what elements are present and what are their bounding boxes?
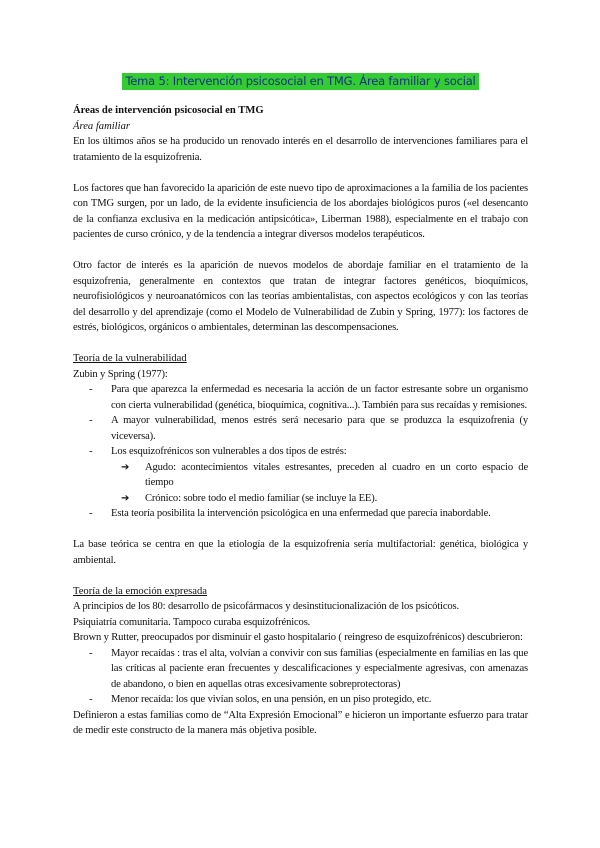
document-page bbox=[73, 0, 528, 739]
sub-list-item bbox=[111, 460, 528, 491]
list-item-text: Los esquizofrénicos son vulnerables a dos tipos de estrés: bbox=[111, 446, 347, 457]
list-item bbox=[73, 444, 528, 506]
dash-bullet: - bbox=[89, 694, 93, 705]
list-item bbox=[73, 413, 528, 444]
paragraph-2: Los factores que han favorecido la aparición de este nuevo tipo de aproximaciones a la familia de los pacientes con TMG surgen, por un lado, de la evidente insuficiencia de los abordajes biológicos puros («el desencanto de la confianza exclusiva en la medicación antipsicótica», Liberman 1988), especialmente en el trabajo con pacientes de curso crónico, y de la tendencia a integrar diversos modelos terapéuticos. bbox=[73, 182, 528, 240]
vulnerabilidad-list bbox=[73, 382, 528, 522]
subheading-area-familiar: Área familiar bbox=[73, 120, 130, 132]
list-item bbox=[73, 382, 528, 413]
paragraph-1: En los últimos años se ha producido un renovado interés en el desarrollo de intervenciones familiares para el tratamiento de la esquizofrenia. bbox=[73, 136, 528, 163]
list-item-text: Para que aparezca la enfermedad es necesaria la acción de un factor estresante sobre un organismo con cierta vulnerabilidad (genética, bioquímica, cognitiva...). También para sus recaídas y remisiones. bbox=[111, 384, 528, 411]
dash-bullet: - bbox=[89, 647, 93, 659]
arrow-icon: ➔ bbox=[121, 461, 130, 473]
list-item-text: Mayor recaídas : tras el alta, volvían a convivir con sus familias (especialmente en familias en las que las críticas al paciente eran frecuentes y descalificaciones y especialmente agresivas, con amenazas de abandono, o bien en aquellas otras excesivamente sobreprotectoras) bbox=[111, 647, 528, 690]
dash-bullet: - bbox=[89, 508, 93, 519]
vulnerabilidad-intro: Zubin y Spring (1977): bbox=[73, 368, 168, 380]
emocion-line-2: Psiquiatría comunitaria. Tampoco curaba esquizofrénicos. bbox=[73, 616, 311, 628]
section-heading-emocion-expresada: Teoría de la emoción expresada bbox=[73, 585, 207, 597]
list-item-text: A mayor vulnerabilidad, menos estrés será necesario para que se produzca la esquizofrenia (y viceversa). bbox=[111, 415, 528, 442]
sub-list-item bbox=[111, 491, 528, 507]
emocion-line-1: A principios de los 80: desarrollo de psicofármacos y desinstitucionalización de los psicóticos. bbox=[73, 601, 460, 612]
arrow-icon: ➔ bbox=[121, 492, 130, 504]
section-heading-vulnerabilidad: Teoría de la vulnerabilidad bbox=[73, 353, 187, 364]
dash-bullet: - bbox=[89, 384, 93, 395]
emocion-line-3: Brown y Rutter, preocupados por disminuir el gasto hospitalario ( reingreso de esquizofrénicos) descubrieron: bbox=[73, 632, 523, 643]
list-item-text: Esta teoría posibilita la intervención psicológica en una enfermedad que parecía inabordable. bbox=[111, 508, 491, 519]
dash-bullet: - bbox=[89, 415, 93, 426]
dash-bullet: - bbox=[89, 446, 93, 457]
title-wrap bbox=[73, 72, 528, 90]
sub-list-item-text: Crónico: sobre todo el medio familiar (se incluye la EE). bbox=[145, 492, 378, 504]
list-item bbox=[73, 692, 528, 708]
list-item bbox=[73, 506, 528, 522]
stress-types-list bbox=[111, 460, 528, 507]
emocion-closing: Definieron a estas familias como de “Alta Expresión Emocional” e hicieron un importante esfuerzo para tratar de medir este constructo de la manera más objetiva posible. bbox=[73, 709, 528, 736]
emocion-list bbox=[73, 646, 528, 708]
section-heading-areas: Áreas de intervención psicosocial en TMG bbox=[73, 105, 264, 116]
list-item-text: Menor recaída: los que vivían solos, en una pensión, en un piso protegido, etc. bbox=[111, 694, 432, 705]
list-item bbox=[73, 646, 528, 693]
paragraph-3: Otro factor de interés es la aparición de nuevos modelos de abordaje familiar en el tratamiento de la esquizofrenia, generalmente en contextos que tratan de integrar factores genéticos, bioquímicos, neurofisiológicos y neuroanatómicos con las teorías ambientalistas, con aspectos ecológicos y con las teorías del desarrollo y del aprendizaje (como el Modelo de Vulnerabilidad de Zubin y Spring, 1977): los factores de estrés, biológicos, orgánicos o ambientales, determinan las descompensaciones. bbox=[73, 260, 528, 333]
page-title: Tema 5: Intervención psicosocial en TMG. Área familiar y social bbox=[122, 73, 478, 90]
vulnerabilidad-conclusion: La base teórica se centra en que la etiología de la esquizofrenia sería multifactorial: genética, biológica y ambiental. bbox=[73, 539, 528, 566]
sub-list-item-text: Agudo: acontecimientos vitales estresantes, preceden al cuadro en un corto espacio de tiempo bbox=[145, 461, 528, 488]
